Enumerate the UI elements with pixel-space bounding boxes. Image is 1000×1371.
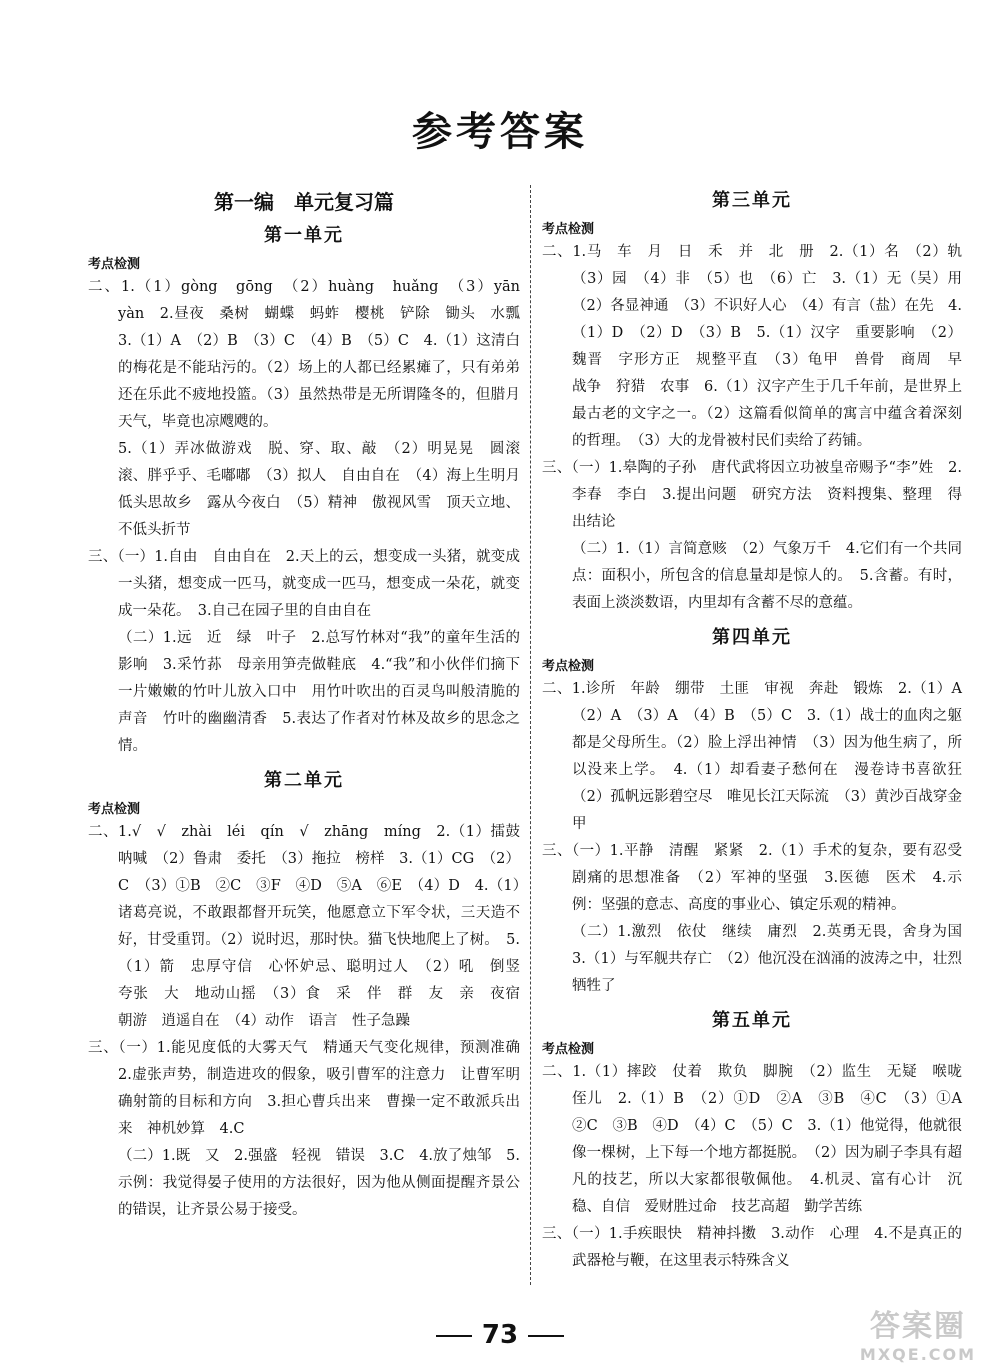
unit-5-para-1: 二、1.（1）摔跤 仗着 欺负 脚腕 （2）监生 无疑 喉咙 侄儿 2.（1）B （2）①D ②A ③B ④C （3）①A ②C ③B ④D （4）C （5）C 3.（1）他觉得，他就很像一棵树，上下每一个地方都挺脱。 （2）因为刷子李具有超凡的技艺，所以大家都很敬佩他。 4.机灵、富有心计 沉稳、自信 爱财胜过命 技艺高超 勤学苦练 — [542, 1064, 977, 1215]
unit-3-para-2: 三、（一）1.皋陶的子孙 唐代武将因立功被皇帝赐予“李”姓 2.李春 李白 3.提出问题 研究方法 资料搜集、整理 得出结论 — [542, 460, 962, 530]
unit-3-title: 第三单元 — [712, 190, 792, 211]
unit-4-label: 考点检测 — [542, 659, 595, 674]
unit-4-para-3: （二）1.激烈 依仗 继续 庸烈 2.英勇无畏，舍身为国 3.（1）与军舰共存亡 （2）他沉没在汹涌的波涛之中，壮烈牺牲了 — [572, 924, 977, 994]
unit-4-para-2: 三、（一）1.平静 清醒 紧紧 2.（1）手术的复杂，要有忍受剧痛的思想准备 （2）军神的坚强 3.医德 医术 4.示例：坚强的意志、高度的事业心、镇定乐观的精神。 — [542, 843, 962, 913]
unit-4-title: 第四单元 — [712, 627, 792, 648]
unit-2-title: 第二单元 — [264, 770, 344, 791]
unit-4-para-1: 二、1.诊所 年龄 绷带 土匪 审视 奔赴 锻炼 2.（1）A （2）A （3）A （4）B （5）C 3.（1）战士的血肉之躯都是父母所生。（2）脸上浮出神情 （3）因为他生病了，所以没来上学。 4.（1）却看妻子愁何在 漫卷诗书喜欲狂 （2）孤帆远影碧空尽 唯见长江天际流 （3）黄沙百战穿金甲 — [542, 681, 977, 832]
unit-2-para-3: （二）1.既 又 2.强盛 轻视 错误 3.C 4.放了烛邹 5.示例：我觉得晏子使用的方法很好，因为他从侧面提醒齐景公的错误，让齐景公易于接受。 — [118, 1148, 520, 1218]
unit-3-para-3: （二）1.（1）言简意赅 （2）气象万千 4.它们有一个共同点：面积小，所包含的信息量却是惊人的。 5.含蓄。有时，表面上淡淡数语，内里却有含蓄不尽的意蕴。 — [572, 541, 962, 611]
unit-3-label: 考点检测 — [542, 222, 595, 237]
watermark-top-text: 答案圈 — [870, 1309, 966, 1344]
column-divider — [530, 185, 531, 1285]
part-title: 第一编 单元复习篇 — [214, 190, 394, 214]
unit-3-para-1: 二、1.马 车 月 日 禾 并 北 册 2.（1）名 （2）轨 （3）园 （4）非 （5）也 （6）亡 3.（1）无（吴）用 （2）各显神通 （3）不识好人心 （4）有言（盐）在先 4.（1）D （2）D （3）B 5.（1）汉字 重要影响 （2）魏晋 字形方正 规整平直 （3）龟甲 兽骨 商周 早 战争 狩猎 农事 6.（1）汉字产生于几千年前，是世界上最古老的文字之一。（2）这篇看似简单的寓言中蕴含着深刻的哲理。 （3）大的龙骨被村民们卖给了药铺。 — [542, 244, 977, 449]
unit-5-label: 考点检测 — [542, 1042, 595, 1057]
unit-1-title: 第一单元 — [264, 225, 344, 246]
unit-2-para-1: 二、1.√ √ zhài léi qín √ zhāng míng 2.（1）擂鼓 呐喊 （2）鲁肃 委托 （3）拖拉 榜样 3.（1）CG （2）C （3）①B ②C ③F ④D ⑤A ⑥E （4）D 4.（1）诸葛亮说，不敢跟都督开玩笑，他愿意立下军令状，三天造不好，甘受重罚。（2）说时迟，那时快。猫飞快地爬上了树。 5.（1）箭 忠厚守信 心怀妒忌、聪明过人 （2）吼 倒竖 夸张 大 地动山摇 （3）食 采 伴 群 友 亲 夜宿 朝游 逍遥自在 （4）动作 语言 性子急躁 — [88, 824, 535, 1029]
unit-5-para-2: 三、（一）1.手疾眼快 精神抖擞 3.动作 心理 4.不是真正的武器枪与鞭，在这里表示特殊含义 — [542, 1226, 962, 1269]
right-column — [542, 180, 977, 1275]
watermark-bottom-text: MXQE.COM — [859, 1345, 977, 1364]
unit-5-title: 第五单元 — [712, 1010, 792, 1031]
unit-1-label: 考点检测 — [88, 257, 141, 272]
unit-1-para-4: （二）1.远 近 绿 叶子 2.总写竹林对“我”的童年生活的影响 3.采竹荪 母亲用笋壳做鞋底 4.“我”和小伙伴们摘下一片嫩嫩的竹叶儿放入口中 用竹叶吹出的百灵鸟叫般清脆的声音 竹叶的幽幽清香 5.表达了作者对竹林及故乡的思念之情。 — [118, 630, 520, 754]
unit-1-para-3: 三、（一）1.自由 自由自在 2.天上的云，想变成一头猪，就变成一头猪，想变成一匹马，就变成一匹马，想变成一朵花，就变成一朵花。 3.自己在园子里的自由自在 — [88, 549, 520, 619]
page-number-dash-left — [436, 1335, 472, 1337]
watermark-logo — [848, 1301, 988, 1364]
left-column — [88, 180, 535, 1224]
unit-1-para-2: 5.（1）弄冰做游戏 脱、穿、取、敲 （2）明晃晃 圆滚滚、胖乎乎、毛嘟嘟 （3）拟人 自由自在 （4）海上生明月 低头思故乡 露从今夜白 （5）精神 傲视风雪 顶天立地、不低头折节 — [118, 441, 535, 538]
unit-2-para-2: 三、（一）1.能见度低的大雾天气 精通天气变化规律，预测准确 2.虚张声势，制造进攻的假象，吸引曹军的注意力 让曹军明确射箭的目标和方向 3.担心曹兵出来 曹操一定不敢派兵出来 神机妙算 4.C — [88, 1040, 535, 1137]
page-title: 参考答案 — [412, 109, 588, 155]
unit-2-label: 考点检测 — [88, 802, 141, 817]
unit-1-para-1: 二、1.（1）gòng gōng （2）huàng huǎng （3）yān yàn 2.昼夜 桑树 蝴蝶 蚂蚱 樱桃 铲除 锄头 水瓢 3.（1）A （2）B （3）C （4）B （5）C 4.（1）这清白的梅花是不能玷污的。（2）场上的人都已经累瘫了，只有弟弟还在乐此不疲地投篮。（3）虽然热带是无所谓隆冬的，但腊月天气，毕竟也凉飕飕的。 — [88, 279, 535, 430]
page-number-dash-right — [528, 1335, 564, 1337]
page-number-value: 73 — [481, 1320, 519, 1350]
